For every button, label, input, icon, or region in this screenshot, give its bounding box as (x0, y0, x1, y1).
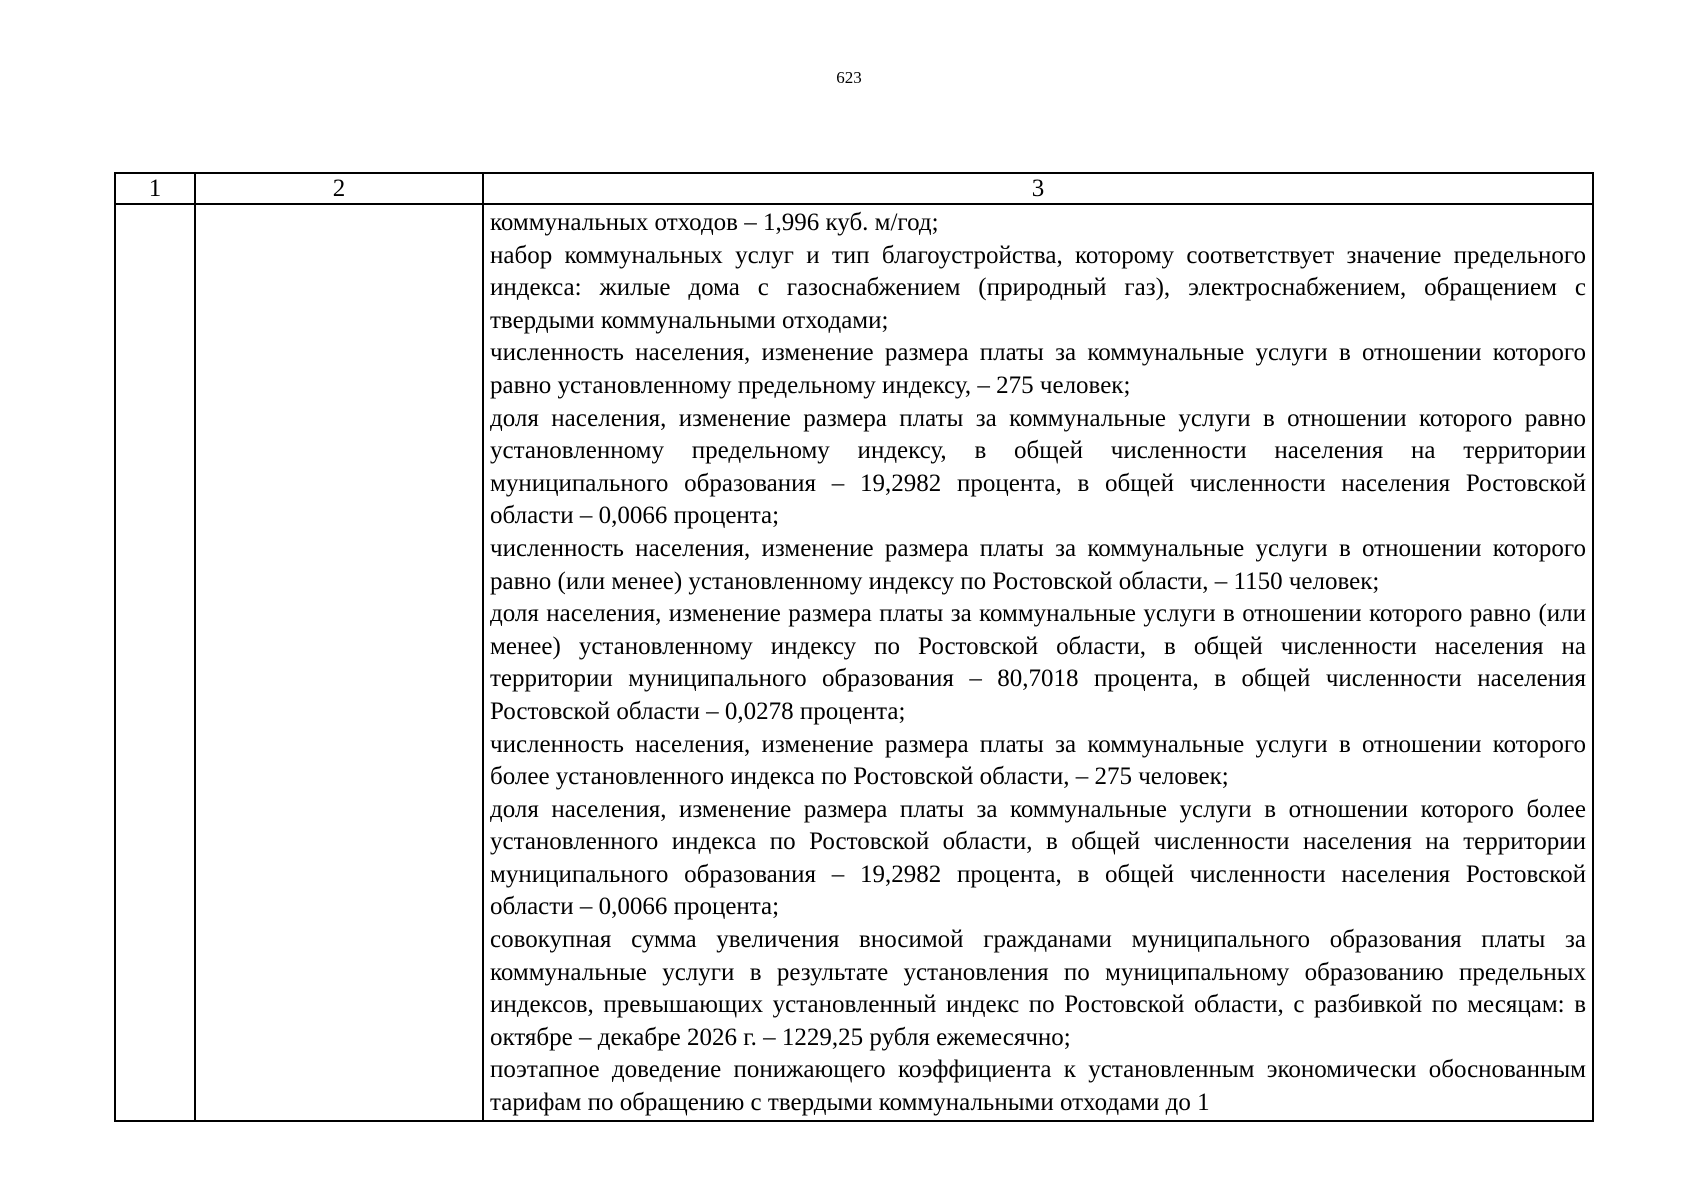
table-header-row (115, 173, 1593, 204)
paragraph-population-equal-or-less: численность населения, изменение размера платы за коммунальные услуги в отношении которого равно (или менее) установленному индексу по Ростовской области, – 1150 человек; (490, 534, 1586, 595)
column-header-1: 1 (115, 173, 195, 204)
column-header-2: 2 (195, 173, 483, 204)
paragraph-waste-volume: коммунальных отходов – 1,996 куб. м/год; (490, 209, 939, 236)
column-1-cell (115, 204, 195, 1121)
column-2-cell (195, 204, 483, 1121)
column-3-cell (483, 204, 1593, 1121)
column-header-3: 3 (483, 173, 1593, 204)
paragraph-share-more: доля населения, изменение размера платы за коммунальные услуги в отношении которого более установленного индекса по Ростовской области, в общей численности населения на территории муниципального образования – 19,2982 процента, в общей численности населения Ростовской области – 0,0066 процента; (490, 795, 1586, 921)
table-row (115, 204, 1593, 1121)
paragraph-services-set: набор коммунальных услуг и тип благоустройства, которому соответствует значение предельного индекса: жилые дома с газоснабжением (природный газ), электроснабжением, обращением с твердыми коммунальными отходами; (490, 241, 1586, 334)
document-table (114, 172, 1594, 1122)
paragraph-share-equal-or-less: доля населения, изменение размера платы за коммунальные услуги в отношении которого равно (или менее) установленному индексу по Ростовской области, в общей численности населения на территории муниципального образования – 80,7018 процента, в общей численности населения Ростовской области – 0,0278 процента; (490, 600, 1586, 725)
paragraph-population-equal: численность населения, изменение размера платы за коммунальные услуги в отношении которого равно установленному предельному индексу, – 275 человек; (490, 339, 1586, 399)
paragraph-coefficient: поэтапное доведение понижающего коэффициента к установленным экономически обоснованным тарифам по обращению с твердыми коммунальными отходами до 1 (490, 1056, 1586, 1117)
paragraph-total-increase: совокупная сумма увеличения вносимой гражданами муниципального образования платы за коммунальные услуги в результате установления по муниципальному образованию предельных индексов, превышающих установленный индекс по Ростовской области, с разбивкой по месяцам: в октябре – декабре 2026 г. – 1229,25 рубля ежемесячно; (490, 926, 1586, 1051)
page-number: 623 (836, 68, 862, 87)
paragraph-share-equal: доля населения, изменение размера платы за коммунальные услуги в отношении которого равно установленному предельному индексу, в общей численности населения на территории муниципального образования – 19,2982 процента, в общей численности населения Ростовской области – 0,0066 процента; (490, 404, 1586, 530)
paragraph-population-more: численность населения, изменение размера платы за коммунальные услуги в отношении которого более установленного индекса по Ростовской области, – 275 человек; (490, 730, 1586, 791)
